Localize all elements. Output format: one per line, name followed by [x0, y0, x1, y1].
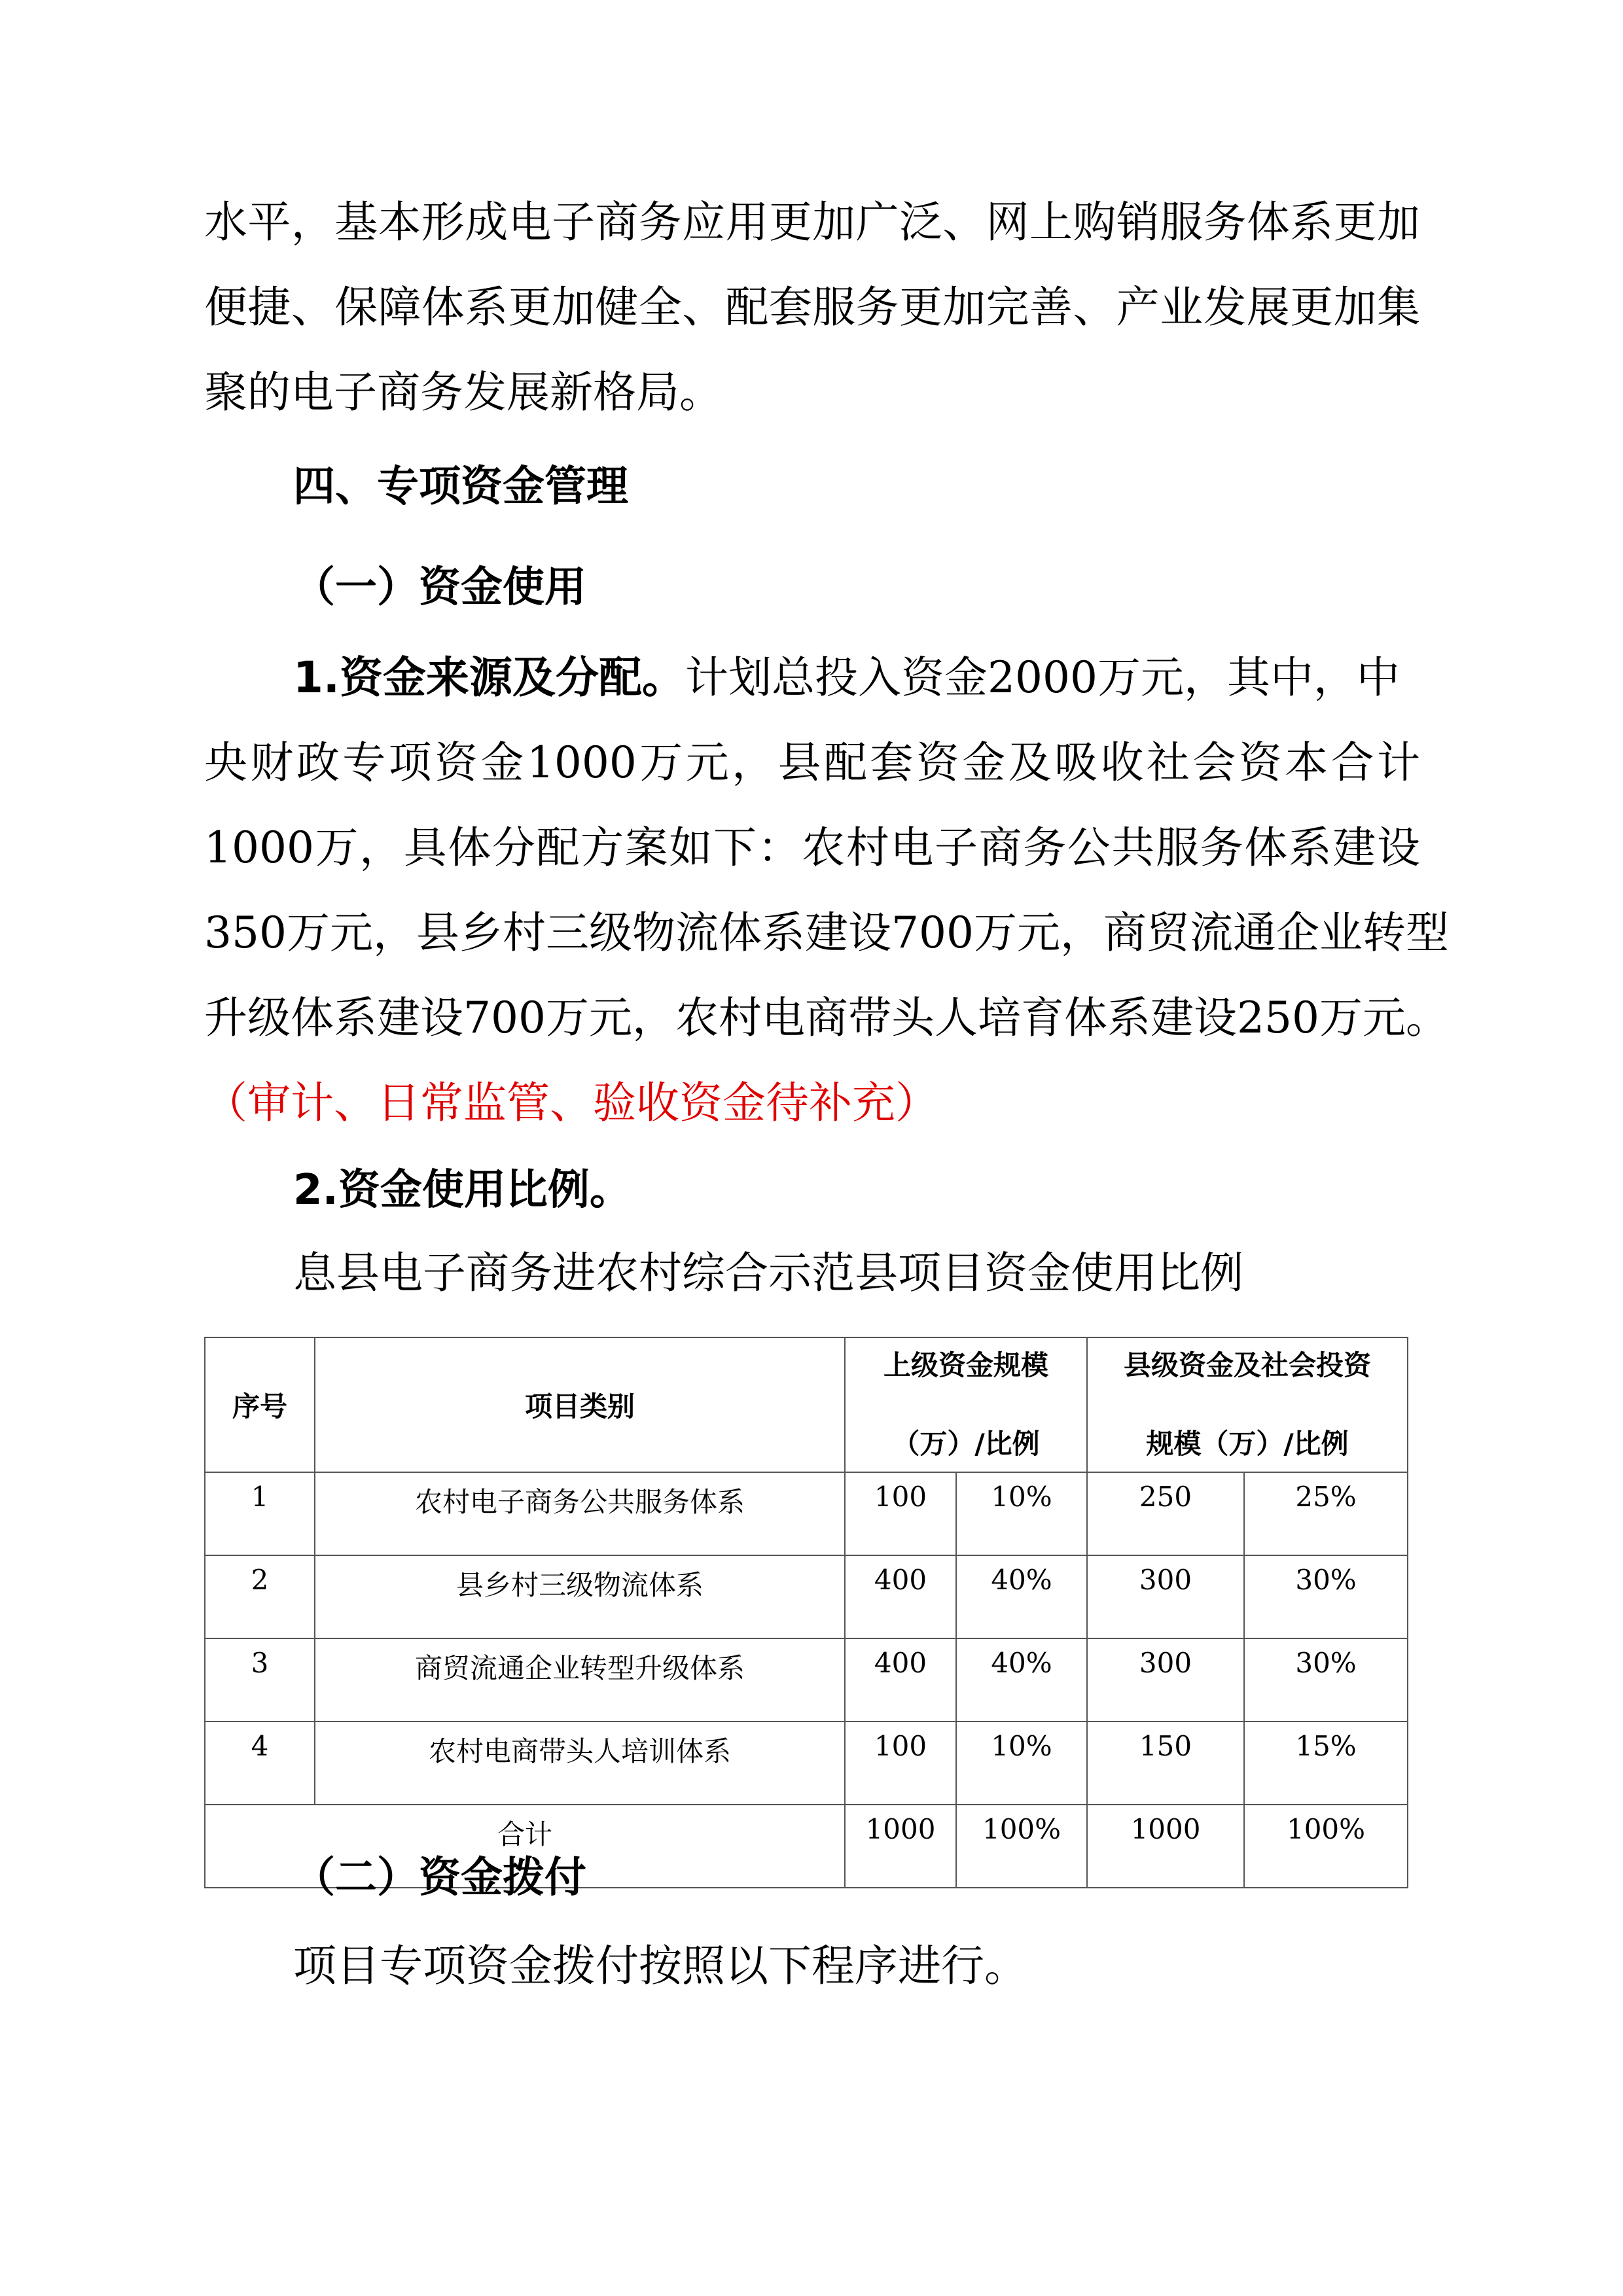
- subsection-heading-1: （一）资金使用: [293, 563, 586, 612]
- item1-line2: 央财政专项资金1000万元，县配套资金及吸收社会资本合计: [204, 737, 1420, 788]
- cell-county-amount: 300: [1087, 1555, 1244, 1638]
- cell-county-ratio: 30%: [1244, 1638, 1408, 1722]
- cell-county-amount: 150: [1087, 1722, 1244, 1805]
- cell-index: 2: [205, 1555, 315, 1638]
- cell-county-amount: 250: [1087, 1472, 1244, 1555]
- fund-usage-table: [204, 1337, 1408, 1888]
- cell-upper-amount: 400: [845, 1638, 956, 1722]
- table-row: [205, 1638, 1408, 1722]
- cell-category: 农村电子商务公共服务体系: [315, 1472, 845, 1555]
- table-caption: 息县电子商务进农村综合示范县项目资金使用比例: [293, 1248, 1243, 1298]
- header-county-line1: 县级资金及社会投资: [1124, 1349, 1372, 1381]
- cell-upper-amount: 100: [845, 1722, 956, 1805]
- cell-index: 1: [205, 1472, 315, 1555]
- cell-category: 农村电商带头人培训体系: [315, 1722, 845, 1805]
- cell-county-ratio: 30%: [1244, 1555, 1408, 1638]
- cell-total-label: 合计: [205, 1805, 845, 1888]
- cell-county-ratio: 15%: [1244, 1722, 1408, 1805]
- item1-line4: 350万元，县乡村三级物流体系建设700万元，商贸流通企业转型: [204, 908, 1449, 958]
- red-note: （审计、日常监管、验收资金待补充）: [204, 1078, 938, 1128]
- cell-upper-amount: 100: [845, 1472, 956, 1555]
- cell-total-county-amount: 1000: [1087, 1805, 1244, 1888]
- cell-upper-ratio: 10%: [956, 1472, 1087, 1555]
- item1-line1: [293, 652, 1406, 703]
- header-county-line2: 规模（万）/比例: [1146, 1428, 1349, 1460]
- para1-line1: 水平，基本形成电子商务应用更加广泛、网上购销服务体系更加: [204, 197, 1420, 247]
- header-upper-line2: （万）/比例: [892, 1428, 1040, 1460]
- item2-title: 2.资金使用比例。: [293, 1166, 632, 1214]
- table-row: [205, 1722, 1408, 1805]
- subsection-heading-2: （二）资金拨付: [293, 1854, 586, 1902]
- para1-line2: 便捷、保障体系更加健全、配套服务更加完善、产业发展更加集: [204, 282, 1420, 332]
- item1-title: 1.资金来源及分配。: [293, 652, 685, 703]
- header-upper-funds: [845, 1337, 1087, 1472]
- table-header-row: [205, 1337, 1408, 1472]
- cell-index: 4: [205, 1722, 315, 1805]
- cell-category: 县乡村三级物流体系: [315, 1555, 845, 1638]
- cell-upper-ratio: 40%: [956, 1555, 1087, 1638]
- item1-line1-text: 计划总投入资金2000万元，其中，中: [685, 652, 1400, 703]
- item1-line5: 升级体系建设700万元，农村电商带头人培育体系建设250万元。: [204, 993, 1449, 1043]
- header-upper-line1: 上级资金规模: [883, 1349, 1049, 1381]
- header-county-funds: [1087, 1337, 1408, 1472]
- cell-category: 商贸流通企业转型升级体系: [315, 1638, 845, 1722]
- cell-total-county-ratio: 100%: [1244, 1805, 1408, 1888]
- cell-total-upper-amount: 1000: [845, 1805, 956, 1888]
- cell-index: 3: [205, 1638, 315, 1722]
- cell-county-amount: 300: [1087, 1638, 1244, 1722]
- section-heading-4: 四、专项资金管理: [293, 463, 628, 511]
- cell-county-ratio: 25%: [1244, 1472, 1408, 1555]
- para1-line3: 聚的电子商务发展新格局。: [204, 367, 722, 417]
- cell-total-upper-ratio: 100%: [956, 1805, 1087, 1888]
- header-index: 序号: [205, 1337, 315, 1472]
- table-row: [205, 1555, 1408, 1638]
- table-row: [205, 1472, 1408, 1555]
- header-category: 项目类别: [315, 1337, 845, 1472]
- cell-upper-ratio: 40%: [956, 1638, 1087, 1722]
- cell-upper-ratio: 10%: [956, 1722, 1087, 1805]
- item1-line3: 1000万，具体分配方案如下：农村电子商务公共服务体系建设: [204, 822, 1420, 873]
- last-paragraph: 项目专项资金拨付按照以下程序进行。: [293, 1941, 1027, 1991]
- cell-upper-amount: 400: [845, 1555, 956, 1638]
